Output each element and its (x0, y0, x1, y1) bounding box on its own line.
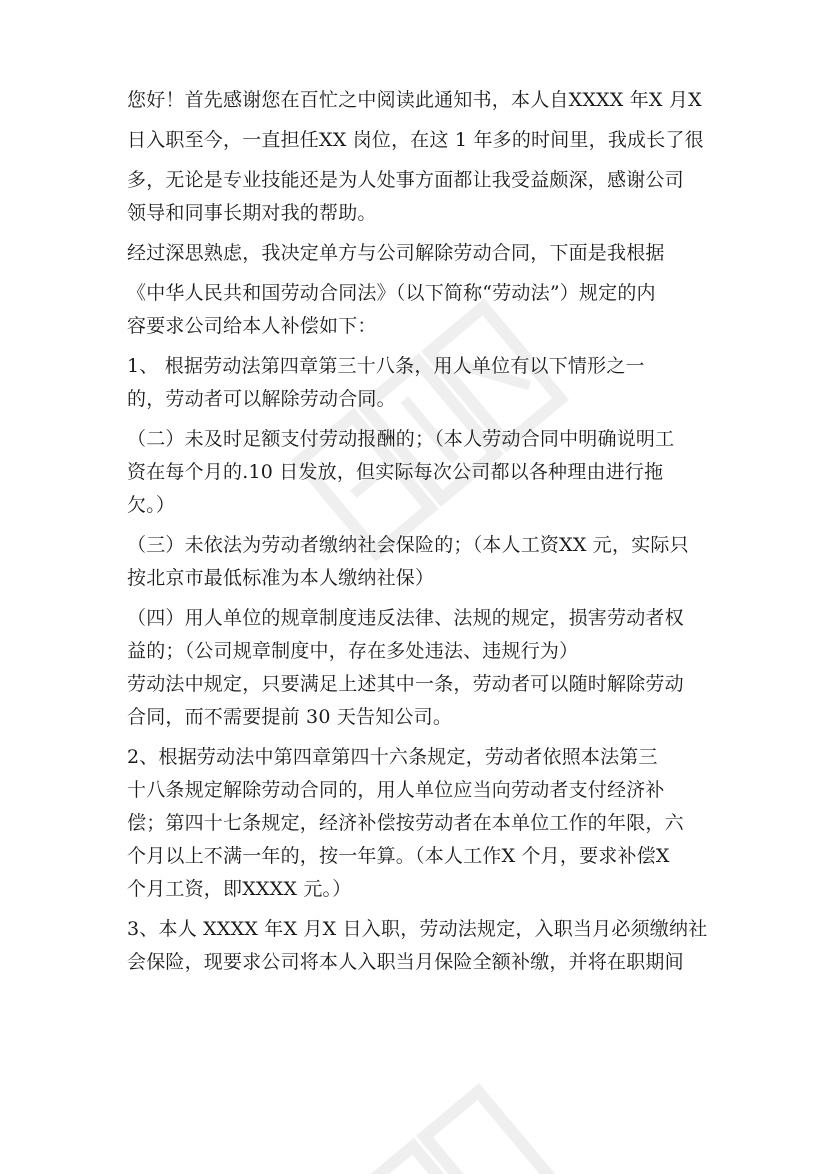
text-line: 合同，而不需要提前 30 天告知公司。 (127, 706, 453, 728)
watermark-logo-icon-bottom (326, 1000, 654, 1174)
text-line: 益的；（公司规章制度中，存在多处违法、违规行为） (127, 640, 579, 662)
text-line: （三）未依法为劳动者缴纳社会保险的；（本人工资XX 元，实际只 (127, 534, 689, 556)
text-line: （二）未及时足额支付劳动报酬的；（本人劳动合同中明确说明工 (127, 428, 675, 450)
text-line: 《中华人民共和国劳动合同法》（以下简称“劳动法”）规定的内 (127, 282, 656, 304)
text-line: （四）用人单位的规章制度违反法律、法规的规定，损害劳动者权 (127, 607, 684, 629)
text-line: 容要求公司给本人补偿如下： (127, 315, 377, 337)
text-line: 个月以上不满一年的，按一年算。（本人工作X 个月，要求补偿X (127, 845, 670, 867)
text-line: 经过深思熟虑，我决定单方与公司解除劳动合同，下面是我根据 (127, 242, 665, 264)
text-line: 资在每个月的.10 日发放，但实际每次公司都以各种理由进行拖 (127, 461, 664, 483)
text-line: 3、本人 XXXX 年X 月X 日入职，劳动法规定，入职当月必须缴纳社 (127, 918, 708, 940)
text-line: 您好！首先感谢您在百忙之中阅读此通知书，本人自XXXX 年X 月X (127, 89, 702, 111)
text-line: 会保险，现要求公司将本人入职当月保险全额补缴，并将在职期间 (127, 951, 684, 973)
text-line: 2、根据劳动法中第四章第四十六条规定，劳动者依照本法第三 (127, 746, 658, 768)
text-line: 日入职至今，一直担任XX 岗位，在这 1 年多的时间里，我成长了很 (127, 129, 704, 151)
text-line: 领导和同事长期对我的帮助。 (127, 202, 377, 224)
letter-body (127, 84, 707, 979)
text-line: 的，劳动者可以解除劳动合同。 (127, 388, 396, 410)
text-line: 多，无论是专业技能还是为人处事方面都让我受益颇深，感谢公司 (127, 169, 684, 191)
text-line: 欠。） (127, 494, 176, 516)
text-line: 劳动法中规定，只要满足上述其中一条，劳动者可以随时解除劳动 (127, 673, 684, 695)
text-line: 1、 根据劳动法第四章第三十八条，用人单位有以下情形之一 (127, 355, 645, 377)
text-line: 个月工资，即XXXX 元。） (127, 878, 352, 900)
text-line: 偿；第四十七条规定，经济补偿按劳动者在本单位工作的年限，六 (127, 812, 684, 834)
text-line: 按北京市最低标准为本人缴纳社保） (127, 567, 435, 589)
text-line: 十八条规定解除劳动合同的，用人单位应当向劳动者支付经济补 (127, 779, 665, 801)
